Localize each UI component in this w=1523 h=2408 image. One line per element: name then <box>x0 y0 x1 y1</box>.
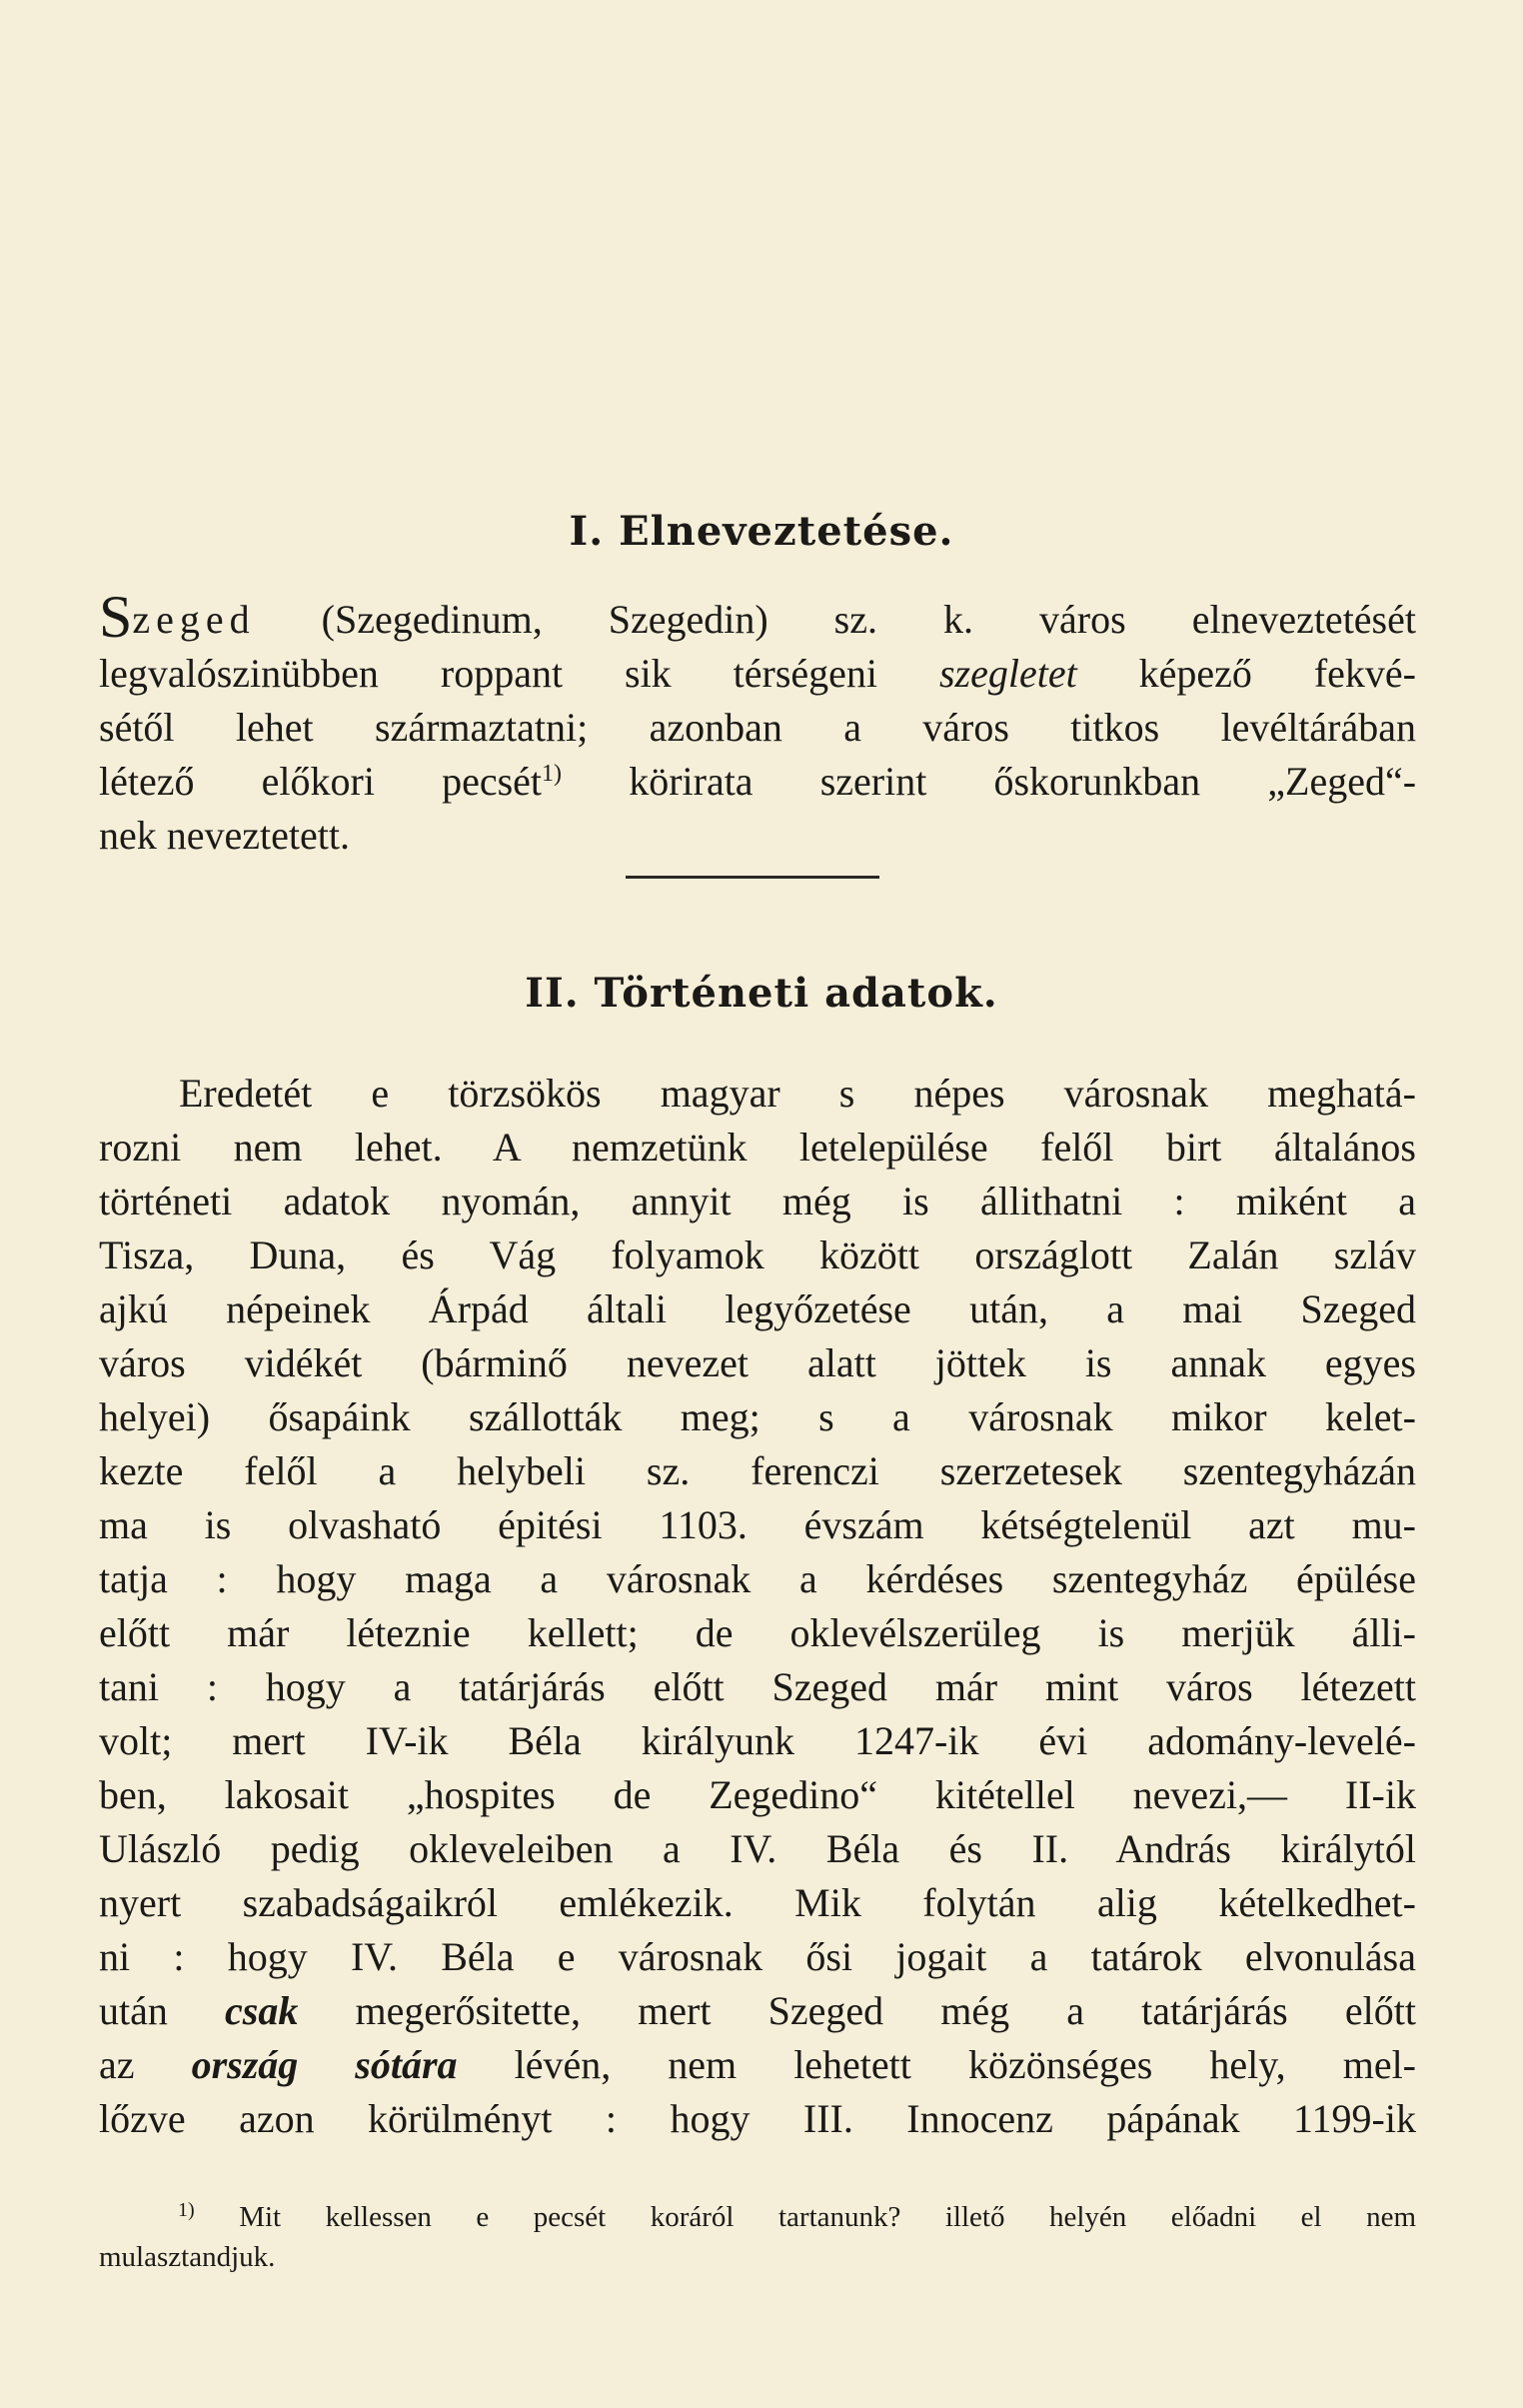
paragraph-1-line-2 <box>99 650 1416 698</box>
footnote-text: Mit kellessen e pecsét koráról tartanunk? illető helyén előadni el nem <box>239 2201 1417 2233</box>
line-text: legvalószinübben roppant sik térségeni <box>99 651 877 696</box>
paragraph-2-line-9: ma is olvasható épitési 1103. évszám kétségtelenül azt mu- <box>99 1502 1416 1547</box>
line-text: az <box>99 2042 135 2087</box>
paragraph-2-line-3: történeti adatok nyomán, annyit még is állithatni : miként a <box>99 1179 1416 1223</box>
paragraph-2-line-12: tani : hogy a tatárjárás előtt Szeged már mint város létezett <box>99 1664 1416 1709</box>
footnote-marker: 1) <box>178 2199 195 2221</box>
paragraph-2-line-13: volt; mert IV-ik Béla királyunk 1247-ik évi adomány-levelé- <box>99 1718 1416 1763</box>
paragraph-2-line-4: Tisza, Duna, és Vág folyamok között országlott Zalán szláv <box>99 1232 1416 1277</box>
paragraph-2-line-5: ajkú népeinek Árpád általi legyőzetése után, a mai Szeged <box>99 1286 1416 1331</box>
paragraph-2-line-11: előtt már léteznie kellett; de oklevélszerüleg is merjük álli- <box>99 1610 1416 1655</box>
section-heading-1: I. Elneveztetése. <box>569 508 954 555</box>
paragraph-2-line-10: tatja : hogy maga a városnak a kérdéses szentegyház épülése <box>99 1556 1416 1601</box>
section-divider <box>626 876 879 879</box>
footnote-reference[interactable]: 1) <box>542 761 563 787</box>
paragraph-2-line-2: rozni nem lehet. A nemzetünk letelepülése felől birt általános <box>99 1125 1416 1170</box>
paragraph-2-line-7: helyei) ősapáink szállották meg; s a városnak mikor kelet- <box>99 1394 1416 1439</box>
line-text: lévén, nem lehetett közönséges hely, mel- <box>514 2042 1417 2087</box>
line-text: megerősitette, mert Szeged még a tatárjárás előtt <box>355 1988 1416 2033</box>
paragraph-1-line-4 <box>99 758 1416 806</box>
paragraph-2-line-17: ni : hogy IV. Béla e városnak ősi jogait a tatárok elvonulása <box>99 1934 1416 1979</box>
italic-term: szegletet <box>938 651 1077 696</box>
paragraph-1-line-1 <box>99 584 1416 650</box>
line-text: képező fekvé- <box>1138 651 1416 696</box>
drop-initial: S <box>99 584 133 650</box>
paragraph-1-line-5: nek neveztetett. <box>99 813 350 858</box>
paragraph-2-line-8: kezte felől a helybeli sz. ferenczi szerzetesek szentegyházán <box>99 1448 1416 1493</box>
paragraph-2-line-14: ben, lakosait „hospites de Zegedino“ kitétellel nevezi,— II-ik <box>99 1772 1416 1817</box>
paragraph-2-line-6: város vidékét (bárminő nevezet alatt jöttek is annak egyes <box>99 1340 1416 1385</box>
paragraph-2-line-16: nyert szabadságaikról emlékezik. Mik folytán alig kételkedhet- <box>99 1880 1416 1925</box>
footnote-line-1 <box>178 2199 1416 2235</box>
paragraph-2-line-20: lőzve azon körülményt : hogy III. Innocenz pápának 1199-ik <box>99 2096 1416 2141</box>
line-text: után <box>99 1988 168 2033</box>
paragraph-2-line-1: Eredetét e törzsökös magyar s népes városnak meghatá- <box>179 1071 1416 1116</box>
line-text: létező előkori pecsét <box>99 759 543 804</box>
paragraph-2-line-15: Ulászló pedig okleveleiben a IV. Béla és II. András királytól <box>99 1826 1416 1871</box>
paragraph-2-line-18 <box>99 1987 1416 2035</box>
italic-term: csak <box>225 1988 299 2033</box>
spaced-word: zeged <box>132 597 256 642</box>
paragraph-2-line-19 <box>99 2041 1416 2089</box>
italic-term: ország sótára <box>191 2042 458 2087</box>
line-text: körirata szerint őskorunkban „Zeged“- <box>629 759 1417 804</box>
paragraph-1-line-3: sétől lehet származtatni; azonban a város titkos levéltárában <box>99 705 1416 750</box>
footnote-line-2: mulasztandjuk. <box>99 2241 276 2273</box>
line-text: (Szegedinum, Szegedin) sz. k. város elneveztetését <box>321 597 1416 642</box>
section-heading-2: II. Történeti adatok. <box>525 970 998 1017</box>
